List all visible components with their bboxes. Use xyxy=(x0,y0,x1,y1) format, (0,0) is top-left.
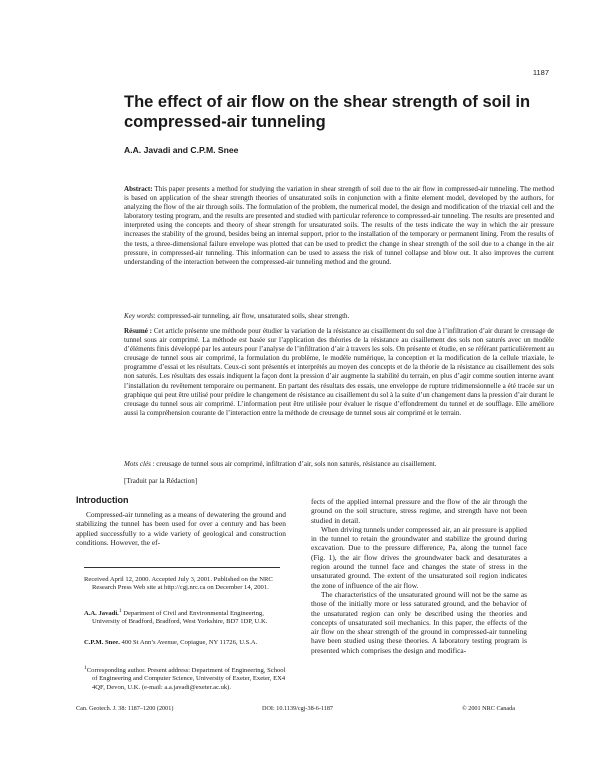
footer-journal: Can. Geotech. J. 38: 1187–1200 (2001) xyxy=(76,705,174,712)
footnote-corresponding xyxy=(84,664,292,692)
javadi-name: A.A. Javadi. xyxy=(84,610,119,618)
footnote-divider xyxy=(84,567,280,568)
corresponding-text: Corresponding author. Present address: Department of Engineering, School of Engineering and Computer Science, University of Exeter, Exeter, EX4 4QF, Devon, U.K. (e-mail: a.a.javadi@exeter.ac.uk). xyxy=(86,667,286,691)
mots-cles-text: : creusage de tunnel sous air comprimé, infiltration d’air, sols non saturés, résistance au cisaillement. xyxy=(150,460,437,468)
translation-note: [Traduit par la Rédaction] xyxy=(124,477,198,485)
footer-doi: DOI: 10.1139/cgj-38-6-1187 xyxy=(262,705,334,712)
corresponding-mark: 1 xyxy=(84,665,87,671)
author-list: A.A. Javadi and C.P.M. Snee xyxy=(124,145,239,155)
abstract-text: This paper presents a method for studying the variation in shear strength of soil due to the air flow in compressed-air tunneling. The method is based on application of the shear strength theories of unsaturated soils in conjunction with a finite element model, developed by the authors, for analyzing the flow of the air through soils. The formulation of the problem, the numerical model, the design and modification of the triaxial cell and the laboratory testing program, and the results are presented and studied with particular reference to compressed-air tunneling. The results are presented and interpreted using the concepts and theory of shear strength for unsaturated soils. The results of the tests indicate the way in which the air pressure increases the stability of the ground, besides being an internal support, prior to the installation of the temporary or permanent lining. From the results of the tests, a three-dimensional failure envelope was plotted that can be used to predict the change in shear strength of the soil due to a change in the air pressure, in compressed-air tunneling. This information can be used to assess the risk of tunnel collapse and blow out. It also improves the current understanding of the interaction between the compressed-air tunneling method and the ground. xyxy=(124,185,554,266)
intro-right-paragraph-2: When driving tunnels under compressed air, an air pressure is applied in the tunnel to retain the groundwater and stabilize the ground during excavation. Due to the pressure difference, Pa, along the tunnel face (Fig. 1), the air flow drives the groundwater back and desaturates a region around the tunnel face and changes the state of stress in the unsaturated ground. The extent of the unsaturated soil region indicates the zone of influence of the air flow. xyxy=(311,524,527,590)
intro-right-column xyxy=(311,497,527,655)
paper-title: The effect of air flow on the shear strength of soil in compressed-air tunneling xyxy=(124,93,531,131)
snee-affiliation: 400 St Ann’s Avenue, Copiague, NY 11726, U.S.A. xyxy=(119,639,258,646)
section-heading-introduction: Introduction xyxy=(76,495,129,505)
snee-name: C.P.M. Snee. xyxy=(84,639,120,646)
keywords-text: : compressed-air tunneling, air flow, unsaturated soils, shear strength. xyxy=(153,312,350,320)
footnote-snee xyxy=(84,639,292,647)
intro-left-paragraph: Compressed-air tunneling as a means of dewatering the ground and stabilizing the tunnel has been used for over a century and has been applied successfully to a wide variety of geological and construction conditions. However, the ef- xyxy=(76,510,286,547)
keywords-label: Key words xyxy=(124,312,154,320)
footnote-javadi xyxy=(84,607,292,627)
javadi-footnote-mark: 1 xyxy=(118,608,122,614)
mots-cles-label: Mots clés xyxy=(124,460,151,468)
footnote-received: Received April 12, 2000. Accepted July 3, 2001. Published on the NRC Research Press Web site at http://cgj.nrc.ca on December 14, 2001. xyxy=(84,576,273,592)
intro-right-paragraph-1: fects of the applied internal pressure and the flow of the air through the ground on the soil structure, stress regime, and strength have not been studied in detail. xyxy=(311,497,527,525)
resume xyxy=(124,327,554,418)
javadi-affiliation: Department of Civil and Environmental Engineering, University of Bradford, Bradford, West Yorkshire, BD7 1DP, U.K. xyxy=(92,610,268,626)
keywords xyxy=(124,312,554,321)
mots-cles xyxy=(124,460,554,469)
abstract xyxy=(124,185,554,267)
abstract-label: Abstract: xyxy=(124,185,153,193)
resume-text: Cet article présente une méthode pour étudier la variation de la résistance au cisaillement du sol due à l’infiltration d’air durant le creusage de tunnel sous air comprimé. La méthode est basée sur l’application des théories de la résistance au cisaillement des sols non saturés avec un modèle d’éléments finis développé par les auteurs pour l’analyse de l’infiltration d’air à travers les sols. On présente et étudie, en se référant particulièrement au creusage de tunnel sous air comprimé, la formulation du problème, le modèle numérique, la conception et la modification de la cellule triaxiale, le programme d’essai et les résultats. Ceux-ci sont présentés et interprétés au moyen des concepts et de la théorie de la résistance au cisaillement des sols non saturés. Les résultats des essais indiquent la façon dont la pression d’air augmente la stabilité du terrain, en plus d’agir comme soutien interne avant l’installation du revêtement temporaire ou permanent. En partant des résultats des essais, une enveloppe de rupture tridimensionnelle a été tracée sur un graphique qui peut être utilisé pour prédire le changement de résistance au cisaillement du sol à la suite d’un changement dans la pression d’air durant le creusage du tunnel sous air comprimé. L’information peut être utilisée pour évaluer le risque d’effondrement du tunnel et de soufflage. Elle améliore aussi la compréhension courante de l’interaction entre la méthode de creusage de tunnel sous air comprimé et le terrain. xyxy=(124,327,554,417)
page-number: 1187 xyxy=(532,68,549,77)
intro-right-paragraph-3: The characteristics of the unsaturated ground will not be the same as those of the initially more or less saturated ground, and the behavior of the unsaturated region can only be described using the theories and concepts of unsaturated soil mechanics. In this paper, the effects of the air flow on the shear strength of the ground in compressed-air tunneling have been studied using these theories. A laboratory testing program is presented which comprises the design and modifica- xyxy=(311,589,527,655)
resume-label: Résumé : xyxy=(124,327,153,335)
footer-copyright: © 2001 NRC Canada xyxy=(462,705,515,712)
